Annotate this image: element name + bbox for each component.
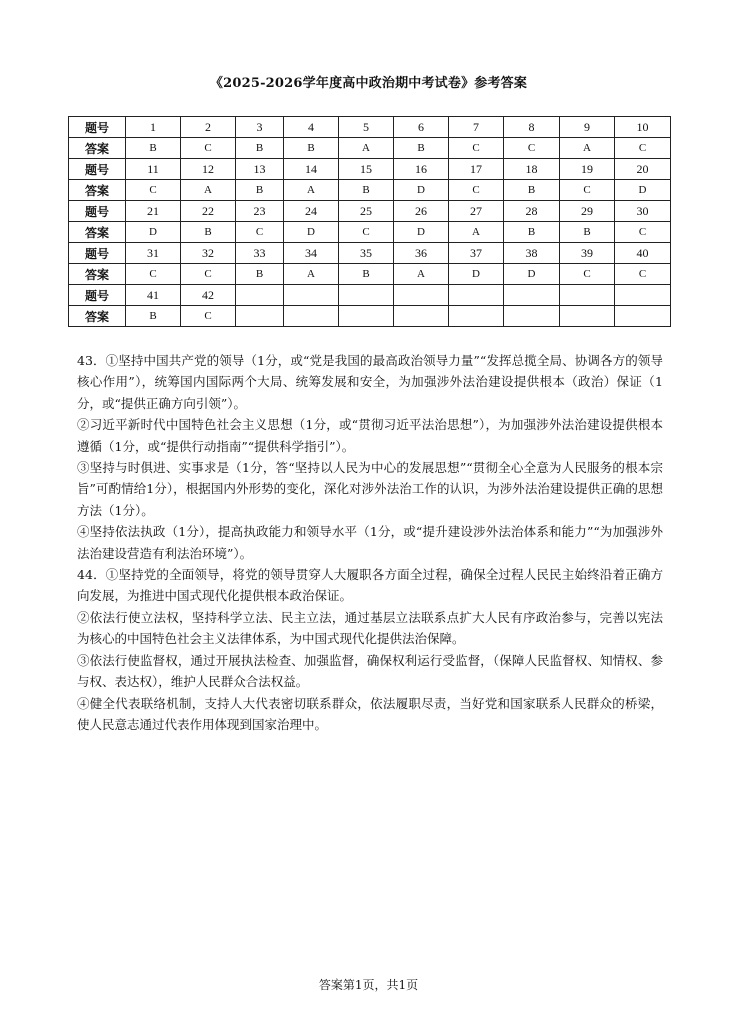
answer-cell: A [284, 180, 339, 201]
question-number-cell: 11 [126, 159, 181, 180]
question-number-cell: 32 [181, 243, 236, 264]
answer-cell: B [284, 138, 339, 159]
answer-cell: D [394, 222, 449, 243]
answer-cell: B [394, 138, 449, 159]
answer-table [68, 116, 671, 327]
page-footer: 答案第1页，共1页 [318, 978, 419, 992]
question-number-cell: 31 [126, 243, 181, 264]
row-header: 题号 [69, 243, 126, 264]
answer-cell [615, 306, 671, 327]
question-number-cell: 9 [560, 117, 615, 138]
paragraph-q43-4: ④坚持依法执政（1分），提高执政能力和领导水平（1分，或“提升建设涉外法治体系和能力”“为加强涉外法治建设营造有利法治环境”）。 [77, 524, 663, 561]
question-number-cell [615, 285, 671, 306]
answer-cell: C [615, 138, 671, 159]
question-number-cell: 10 [615, 117, 671, 138]
question-number-cell: 39 [560, 243, 615, 264]
answer-cell: B [560, 222, 615, 243]
question-number-cell: 3 [236, 117, 284, 138]
question-number-cell [236, 285, 284, 306]
answer-cell: C [560, 264, 615, 285]
row-header: 题号 [69, 285, 126, 306]
row-header: 答案 [69, 264, 126, 285]
question-number-cell: 40 [615, 243, 671, 264]
question-number-cell: 16 [394, 159, 449, 180]
answer-cell: C [181, 264, 236, 285]
answer-cell: B [236, 264, 284, 285]
question-number-cell: 6 [394, 117, 449, 138]
answer-cell: B [236, 138, 284, 159]
question-number-cell: 36 [394, 243, 449, 264]
answer-cell: A [560, 138, 615, 159]
question-number-cell: 35 [339, 243, 394, 264]
answer-cell: C [339, 222, 394, 243]
question-number-cell: 34 [284, 243, 339, 264]
answer-cell: C [449, 180, 504, 201]
table-row [69, 117, 671, 138]
answer-cell [339, 306, 394, 327]
question-number-cell: 28 [504, 201, 560, 222]
question-number-cell: 17 [449, 159, 504, 180]
answer-cell: B [504, 222, 560, 243]
answer-cell: A [449, 222, 504, 243]
row-header: 答案 [69, 306, 126, 327]
answer-cell: C [181, 306, 236, 327]
table-row [69, 264, 671, 285]
answer-cell [560, 306, 615, 327]
paragraph-q43-2: ②习近平新时代中国特色社会主义思想（1分，或“贯彻习近平法治思想”），为加强涉外法治建设提供根本遵循（1分，或“提供行动指南”“提供科学指引”）。 [77, 417, 663, 454]
answer-cell: D [504, 264, 560, 285]
answer-explanations [77, 350, 663, 735]
question-number-cell: 26 [394, 201, 449, 222]
answer-cell: D [394, 180, 449, 201]
answer-cell: A [394, 264, 449, 285]
question-number-cell: 5 [339, 117, 394, 138]
row-header: 题号 [69, 159, 126, 180]
question-number-cell: 20 [615, 159, 671, 180]
row-header: 答案 [69, 180, 126, 201]
paragraph-q43-3: ③坚持与时俱进、实事求是（1分，答“坚持以人民为中心的发展思想”“贯彻全心全意为人民服务的根本宗旨”可酌情给1分），根据国内外形势的变化，深化对涉外法治工作的认识，为涉外法治建设提供正确的思想方法（1分）。 [77, 460, 663, 518]
question-number-cell: 19 [560, 159, 615, 180]
table-row [69, 138, 671, 159]
question-number-cell [504, 285, 560, 306]
question-number-cell: 30 [615, 201, 671, 222]
question-number-cell [394, 285, 449, 306]
answer-cell: C [615, 222, 671, 243]
question-number-cell: 8 [504, 117, 560, 138]
paragraph-q44-4: ④健全代表联络机制，支持人大代表密切联系群众，依法履职尽责，当好党和国家联系人民群众的桥梁，使人民意志通过代表作用体现到国家治理中。 [77, 695, 663, 732]
question-number-cell [449, 285, 504, 306]
question-number-cell: 27 [449, 201, 504, 222]
answer-cell [394, 306, 449, 327]
question-number-cell: 7 [449, 117, 504, 138]
table-row [69, 180, 671, 201]
answer-cell [449, 306, 504, 327]
answer-cell: B [126, 306, 181, 327]
table-row [69, 285, 671, 306]
answer-cell: B [126, 138, 181, 159]
question-number-cell: 41 [126, 285, 181, 306]
paragraph-q44-1: 44．①坚持党的全面领导，将党的领导贯穿人大履职各方面全过程，确保全过程人民民主始终沿着正确方向发展，为推进中国式现代化提供根本政治保证。 [77, 567, 663, 604]
answer-cell: B [504, 180, 560, 201]
answer-cell: C [615, 264, 671, 285]
question-number-cell: 21 [126, 201, 181, 222]
answer-cell: D [126, 222, 181, 243]
table-row [69, 201, 671, 222]
row-header: 答案 [69, 222, 126, 243]
answer-cell: C [449, 138, 504, 159]
table-row [69, 222, 671, 243]
answer-cell: C [181, 138, 236, 159]
answer-cell: C [126, 264, 181, 285]
answer-cell: C [504, 138, 560, 159]
question-number-cell: 14 [284, 159, 339, 180]
question-number-cell: 37 [449, 243, 504, 264]
question-number-cell: 12 [181, 159, 236, 180]
answer-cell: C [560, 180, 615, 201]
answer-cell: D [449, 264, 504, 285]
question-number-cell: 13 [236, 159, 284, 180]
page-title: 《2025-2026学年度高中政治期中考试卷》参考答案 [209, 76, 528, 91]
answer-cell: B [236, 180, 284, 201]
answer-cell [236, 306, 284, 327]
table-row [69, 306, 671, 327]
answer-table-body [69, 117, 671, 327]
question-number-cell [284, 285, 339, 306]
table-row [69, 243, 671, 264]
row-header: 答案 [69, 138, 126, 159]
answer-cell: D [284, 222, 339, 243]
question-number-cell: 1 [126, 117, 181, 138]
question-number-cell: 15 [339, 159, 394, 180]
question-number-cell [339, 285, 394, 306]
paragraph-q44-3: ③依法行使监督权，通过开展执法检查、加强监督，确保权利运行受监督，（保障人民监督权、知情权、参与权、表达权），维护人民群众合法权益。 [77, 652, 663, 690]
question-number-cell: 22 [181, 201, 236, 222]
question-number-cell [560, 285, 615, 306]
question-number-cell: 23 [236, 201, 284, 222]
answer-cell: C [126, 180, 181, 201]
question-number-cell: 29 [560, 201, 615, 222]
question-number-cell: 2 [181, 117, 236, 138]
question-number-cell: 25 [339, 201, 394, 222]
answer-cell [284, 306, 339, 327]
question-number-cell: 33 [236, 243, 284, 264]
answer-cell: A [284, 264, 339, 285]
question-number-cell: 38 [504, 243, 560, 264]
question-number-cell: 24 [284, 201, 339, 222]
answer-cell: D [615, 180, 671, 201]
answer-cell: B [339, 180, 394, 201]
answer-cell: B [181, 222, 236, 243]
answer-cell: C [236, 222, 284, 243]
answer-cell: A [339, 138, 394, 159]
question-number-cell: 42 [181, 285, 236, 306]
question-number-cell: 4 [284, 117, 339, 138]
row-header: 题号 [69, 201, 126, 222]
answer-cell: A [181, 180, 236, 201]
row-header: 题号 [69, 117, 126, 138]
table-row [69, 159, 671, 180]
question-number-cell: 18 [504, 159, 560, 180]
answer-cell: B [339, 264, 394, 285]
answer-cell [504, 306, 560, 327]
paragraph-q44-2: ②依法行使立法权，坚持科学立法、民主立法，通过基层立法联系点扩大人民有序政治参与，完善以宪法为核心的中国特色社会主义法律体系，为中国式现代化提供法治保障。 [77, 609, 663, 647]
paragraph-q43-1: 43．①坚持中国共产党的领导（1分，或“党是我国的最高政治领导力量”“发挥总揽全局、协调各方的领导核心作用”），统筹国内国际两个大局、统筹发展和安全，为加强涉外法治建设提供根本（政治）保证（1分，或“提供正确方向引领”）。 [77, 353, 663, 411]
